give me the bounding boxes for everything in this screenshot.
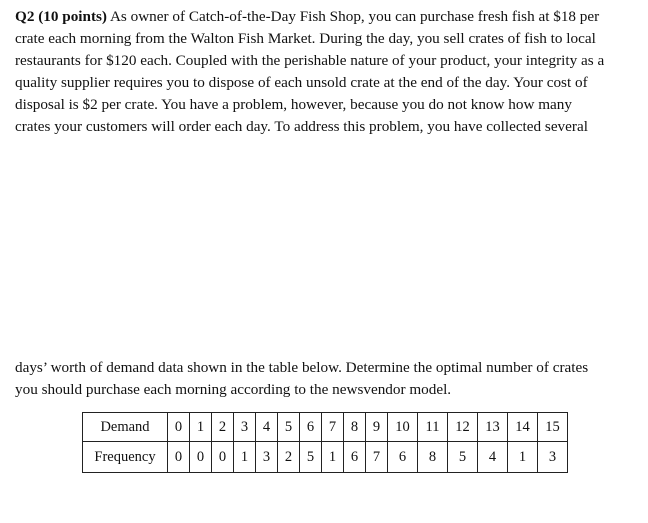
demand-frequency-table (82, 412, 568, 473)
demand-cell: 2 (212, 413, 234, 442)
frequency-cell: 2 (278, 442, 300, 473)
demand-cell: 9 (366, 413, 388, 442)
demand-cell: 0 (168, 413, 190, 442)
demand-cell: 13 (478, 413, 508, 442)
demand-row (83, 413, 568, 442)
question-paragraph-top (15, 6, 640, 138)
frequency-cell: 4 (478, 442, 508, 473)
frequency-header: Frequency (83, 442, 168, 473)
question-line-4: quality supplier requires you to dispose of each unsold crate at the end of the day. Your cost of (15, 74, 588, 91)
frequency-cell: 8 (418, 442, 448, 473)
demand-cell: 8 (344, 413, 366, 442)
demand-cell: 14 (508, 413, 538, 442)
demand-cell: 4 (256, 413, 278, 442)
frequency-cell: 0 (168, 442, 190, 473)
question-line-3: restaurants for $120 each. Coupled with the perishable nature of your product, your integrity as a (15, 52, 605, 69)
question-line-2: crate each morning from the Walton Fish Market. During the day, you sell crates of fish to local (15, 30, 596, 47)
question-line-8: you should purchase each morning according to the newsvendor model. (15, 381, 452, 398)
frequency-cell: 5 (300, 442, 322, 473)
frequency-cell: 6 (388, 442, 418, 473)
question-paragraph-bottom (15, 357, 640, 401)
frequency-row (83, 442, 568, 473)
question-label: Q2 (10 points) (15, 8, 107, 25)
demand-cell: 5 (278, 413, 300, 442)
question-line-6: crates your customers will order each day. To address this problem, you have collected several (15, 118, 588, 135)
question-line-7: days’ worth of demand data shown in the table below. Determine the optimal number of crates (15, 359, 589, 376)
frequency-cell: 1 (508, 442, 538, 473)
demand-cell: 12 (448, 413, 478, 442)
demand-cell: 3 (234, 413, 256, 442)
frequency-cell: 5 (448, 442, 478, 473)
demand-cell: 11 (418, 413, 448, 442)
question-line-1-text: As owner of Catch-of-the-Day Fish Shop, you can purchase fresh fish at $18 per (106, 8, 600, 25)
demand-cell: 10 (388, 413, 418, 442)
frequency-cell: 0 (212, 442, 234, 473)
demand-cell: 15 (538, 413, 568, 442)
frequency-cell: 7 (366, 442, 388, 473)
frequency-cell: 6 (344, 442, 366, 473)
demand-cell: 1 (190, 413, 212, 442)
demand-cell: 7 (322, 413, 344, 442)
frequency-cell: 1 (322, 442, 344, 473)
demand-cell: 6 (300, 413, 322, 442)
question-line-1 (15, 6, 640, 28)
frequency-cell: 0 (190, 442, 212, 473)
frequency-cell: 3 (256, 442, 278, 473)
frequency-cell: 3 (538, 442, 568, 473)
question-line-5: disposal is $2 per crate. You have a problem, however, because you do not know how many (15, 96, 572, 113)
demand-header: Demand (83, 413, 168, 442)
frequency-cell: 1 (234, 442, 256, 473)
